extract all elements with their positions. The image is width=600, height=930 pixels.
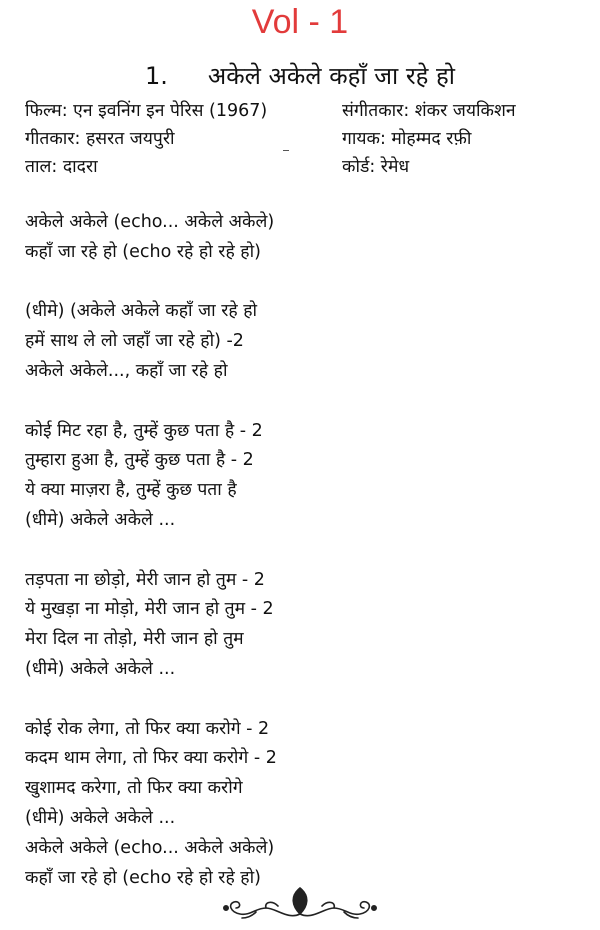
lyric-line: कोई रोक लेगा, तो फिर क्या करोगे - 2 — [25, 718, 270, 739]
lyric-line: अकेले अकेले..., कहाँ जा रहे हो — [25, 360, 228, 381]
stanza — [25, 566, 277, 685]
lyric-line: ये क्या माज़रा है, तुम्हें कुछ पता है — [25, 480, 237, 501]
lyric-line: तुम्हारा हुआ है, तुम्हें कुछ पता है - 2 — [25, 450, 254, 471]
song-credits-left — [25, 97, 267, 181]
singer-credit: गायक: मोहम्मद रफ़ी — [342, 129, 472, 149]
song-number: 1. — [144, 62, 168, 90]
lyric-line: (धीमे) अकेले अकेले ... — [25, 509, 176, 530]
lyric-line: कोई मिट रहा है, तुम्हें कुछ पता है - 2 — [25, 420, 263, 441]
lyric-line: कदम थाम लेगा, तो फिर क्या करोगे - 2 — [25, 748, 277, 769]
lyric-line: (धीमे) (अकेले अकेले कहाँ जा रहे हो — [25, 301, 258, 322]
song-title-row — [0, 58, 600, 94]
stray-mark — [283, 150, 289, 151]
stanza — [25, 208, 277, 268]
lyric-line: (धीमे) अकेले अकेले ... — [25, 807, 176, 828]
decorative-flourish-icon — [220, 884, 380, 924]
lyric-line: हमें साथ ले लो जहाँ जा रहे हो) -2 — [25, 331, 244, 352]
volume-heading: Vol - 1 — [251, 3, 349, 41]
lyric-line: मेरा दिल ना तोड़ो, मेरी जान हो तुम — [25, 629, 244, 650]
song-title: अकेले अकेले कहाँ जा रहे हो — [207, 62, 456, 90]
stanza — [25, 417, 277, 536]
lyric-line: अकेले अकेले (echo... अकेले अकेले) — [25, 837, 275, 858]
lyric-line: ये मुखड़ा ना मोड़ो, मेरी जान हो तुम - 2 — [25, 599, 274, 620]
lyric-line: कहाँ जा रहे हो (echo रहे हो रहे हो) — [25, 241, 261, 262]
taal-credit: ताल: दादरा — [25, 157, 98, 177]
stanza — [25, 715, 277, 894]
lyricist-credit: गीतकार: हसरत जयपुरी — [25, 129, 175, 149]
film-credit: फिल्म: एन इवनिंग इन पेरिस (1967) — [25, 101, 268, 121]
stanza — [25, 297, 277, 386]
lyric-line: तड़पता ना छोड़ो, मेरी जान हो तुम - 2 — [25, 569, 265, 590]
lyric-line: खुशामद करेगा, तो फिर क्या करोगे — [25, 778, 243, 799]
lyric-line: (धीमे) अकेले अकेले ... — [25, 658, 176, 679]
composer-credit: संगीतकार: शंकर जयकिशन — [342, 101, 516, 121]
lyric-line: अकेले अकेले (echo... अकेले अकेले) — [25, 212, 275, 232]
lyric-line: कहाँ जा रहे हो (echo रहे हो रहे हो) — [25, 867, 261, 888]
song-credits-right — [342, 97, 516, 181]
chord-credit: कोर्ड: रेमेध — [342, 157, 410, 177]
lyrics-body — [25, 208, 277, 893]
